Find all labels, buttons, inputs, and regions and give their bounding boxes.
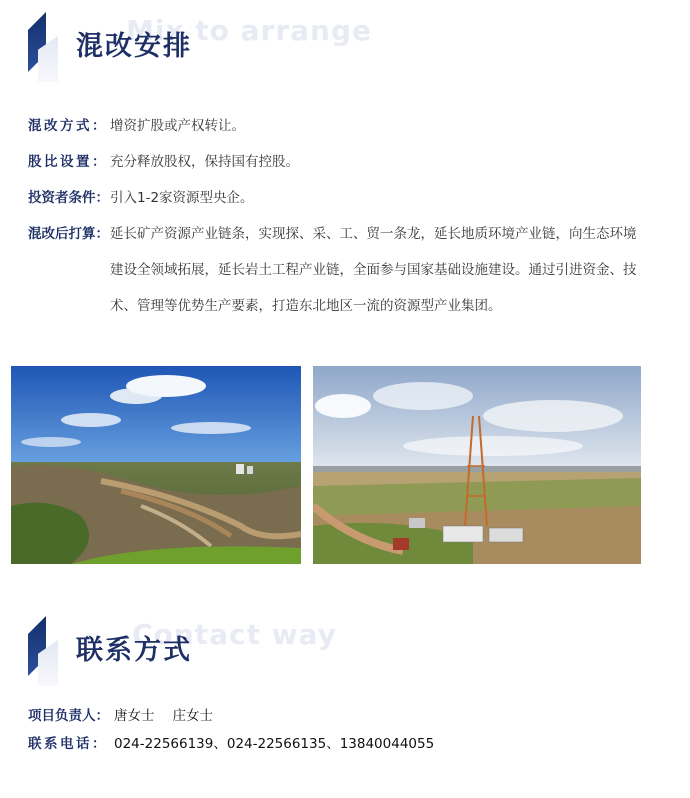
section-title: 混改安排	[76, 31, 192, 62]
info-row-method	[28, 108, 648, 144]
plan-info	[28, 108, 648, 324]
section-watermark: Mix to arrange	[126, 14, 373, 47]
info-value: 延长矿产资源产业链条，实现探、采、工、贸一条龙，延长地质环境产业链，向生态环境建设全领域拓展，延长岩土工程产业链，全面参与国家基础设施建设。通过引进资金、技术、管理等优势生产要素，打造东北地区一流的资源型产业集团。	[110, 226, 637, 314]
contact-person-value	[114, 702, 648, 730]
info-label: 混改方式：	[28, 118, 108, 134]
info-value: 充分释放股权，保持国有控股。	[110, 154, 299, 170]
contact-person-row	[28, 702, 648, 730]
info-row-investor	[28, 180, 648, 216]
section-header-contact	[28, 616, 668, 686]
contact-person-1: 唐女士	[114, 708, 155, 724]
section-accent-icon	[28, 12, 48, 80]
info-value: 引入1-2家资源型央企。	[110, 190, 254, 206]
section-watermark: Contact way	[132, 618, 337, 651]
contact-person-label: 项目负责人：	[28, 708, 109, 724]
info-label: 投资者条件：	[28, 190, 109, 206]
contact-person-2: 庄女士	[172, 708, 213, 724]
contact-phone-row	[28, 730, 648, 758]
section-accent-icon	[28, 616, 48, 684]
drilling-rig-photo	[313, 366, 641, 564]
contact-phone-value: 024-22566139、024-22566135、13840044055	[114, 736, 435, 752]
info-row-share	[28, 144, 648, 180]
info-value: 增资扩股或产权转让。	[110, 118, 245, 134]
info-row-after	[28, 216, 648, 324]
section-header-plan	[28, 12, 668, 82]
info-label: 股比设置：	[28, 154, 108, 170]
contact-info	[28, 702, 648, 758]
info-label: 混改后打算：	[28, 226, 109, 242]
mine-photo	[11, 366, 301, 564]
contact-phone-label: 联系电话：	[28, 736, 108, 752]
section-title: 联系方式	[76, 635, 192, 666]
